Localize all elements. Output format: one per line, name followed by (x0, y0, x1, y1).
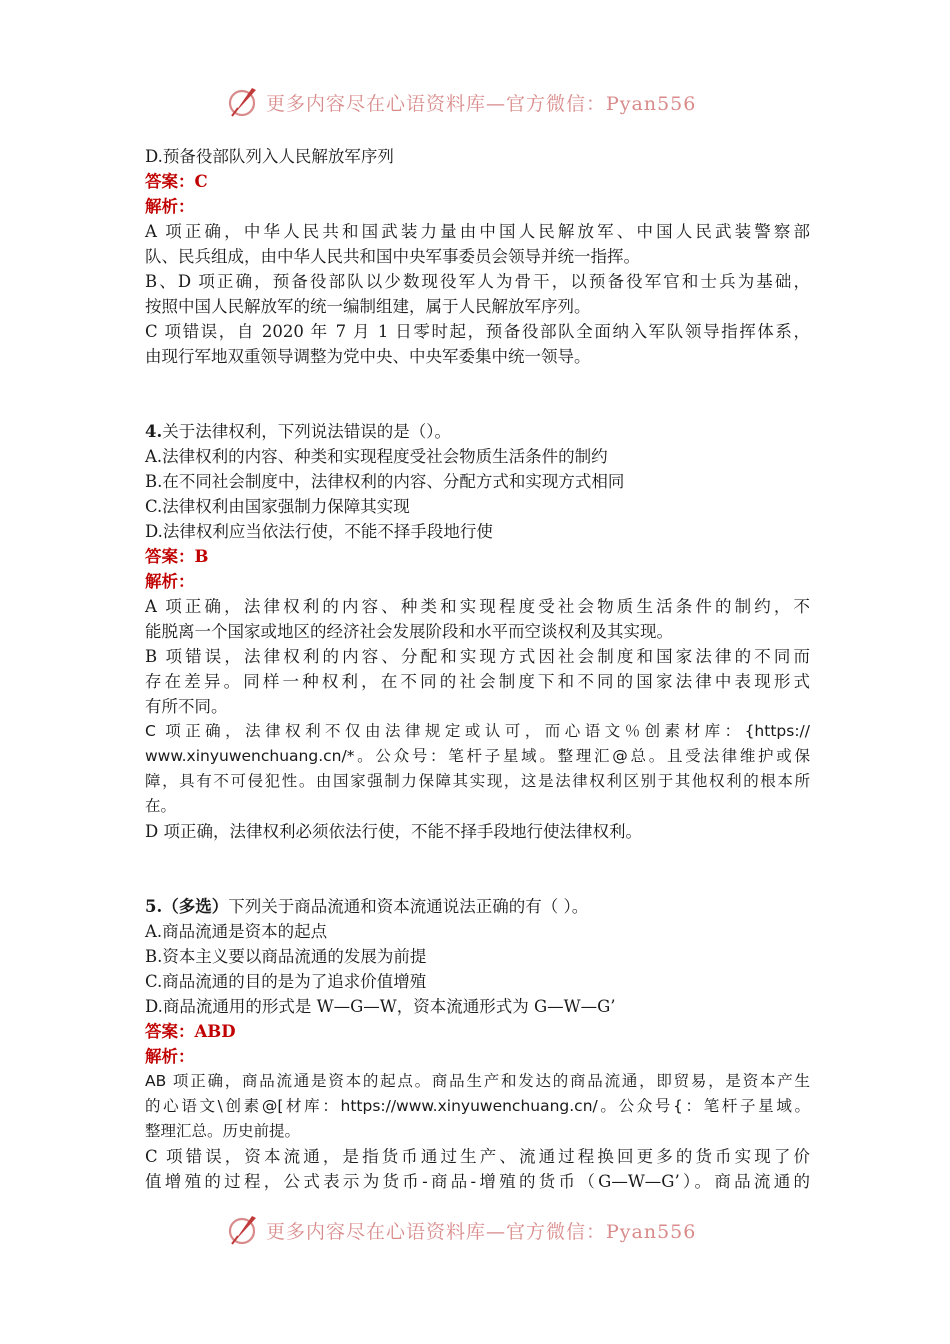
q4-answer: 答案：B (145, 547, 209, 566)
q5-answer: 答案：ABD (145, 1022, 236, 1041)
q3-analysis-line: A 项正确，中华人民共和国武装力量由中国人民解放军、中国人民武装警察部 (145, 222, 810, 241)
q5-analysis-line: 整理汇总。历史前提。 (145, 1122, 301, 1140)
q5-option: B.资本主义要以商品流通的发展为前提 (145, 947, 427, 966)
q4-analysis-line: 有所不同。 (145, 697, 228, 716)
q4-analysis-line: www.xinyuwenchuang.cn/*。公众号：笔杆子星域。整理汇@总。且受法律维护或保 (145, 747, 810, 765)
q4-analysis-line: A 项正确，法律权利的内容、种类和实现程度受社会物质生活条件的制约，不 (145, 597, 810, 616)
footer-banner (226, 1210, 726, 1250)
q4-option: B.在不同社会制度中，法律权利的内容、分配方式和实现方式相同 (145, 472, 625, 491)
banner-text: 更多内容尽在心语资料库—官方微信：Pyan556 (266, 1220, 697, 1243)
q3-answer: 答案：C (145, 172, 208, 191)
q4-analysis-label: 解析： (145, 572, 195, 591)
q5-analysis-line: AB 项正确，商品流通是资本的起点。商品生产和发达的商品流通，即贸易，是资本产生 (145, 1072, 810, 1090)
q3-analysis-line: C 项错误，自 2020 年 7 月 1 日零时起，预备役部队全面纳入军队领导指挥体系， (145, 322, 810, 341)
q3-analysis-line: 队、民兵组成，由中华人民共和国中央军事委员会领导并统一指挥。 (145, 247, 640, 266)
q4-analysis-line: 能脱离一个国家或地区的经济社会发展阶段和水平而空谈权利及其实现。 (145, 622, 673, 641)
q4-analysis-line: 在。 (145, 797, 177, 815)
q4-analysis-line: D 项正确，法律权利必须依法行使，不能不择手段地行使法律权利。 (145, 822, 642, 841)
q5-analysis-line: 的心语文\创素@[材库：https://www.xinyuwenchuang.cn/。公众号{：笔杆子星域。 (145, 1097, 810, 1115)
q5-analysis-line: C 项错误，资本流通，是指货币通过生产、流通过程换回更多的货币实现了价 (145, 1147, 810, 1166)
q4-stem: 4.关于法律权利，下列说法错误的是（）。 (145, 422, 451, 441)
q5-option: C.商品流通的目的是为了追求价值增殖 (145, 972, 427, 991)
q4-option: D.法律权利应当依法行使，不能不择手段地行使 (145, 522, 493, 541)
q3-analysis-label: 解析： (145, 197, 195, 216)
q4-analysis-line: B 项错误，法律权利的内容、分配和实现方式因社会制度和国家法律的不同而 (145, 647, 810, 666)
header-banner (226, 82, 726, 122)
q3-analysis-line: 由现行军地双重领导调整为党中央、中央军委集中统一领导。 (145, 347, 591, 366)
q4-option: A.法律权利的内容、种类和实现程度受社会物质生活条件的制约 (145, 447, 608, 466)
quill-logo-icon (226, 1212, 262, 1248)
q5-analysis-line: 值增殖的过程，公式表示为货币-商品-增殖的货币（G—W—G’）。商品流通的 (145, 1172, 810, 1191)
q3-option-d: D.预备役部队列入人民解放军序列 (145, 147, 394, 166)
q5-option: A.商品流通是资本的起点 (145, 922, 328, 941)
document-body (145, 144, 810, 1194)
q5-analysis-label: 解析： (145, 1047, 195, 1066)
q4-analysis-line: 存在差异。同样一种权利，在不同的社会制度下和不同的国家法律中表现形式 (145, 672, 810, 691)
q4-option: C.法律权利由国家强制力保障其实现 (145, 497, 410, 516)
q3-analysis-line: B、D 项正确，预备役部队以少数现役军人为骨干，以预备役军官和士兵为基础， (145, 272, 810, 291)
q3-analysis-line: 按照中国人民解放军的统一编制组建，属于人民解放军序列。 (145, 297, 591, 316)
quill-logo-icon (226, 84, 262, 120)
banner-text: 更多内容尽在心语资料库—官方微信：Pyan556 (266, 92, 697, 115)
q5-option: D.商品流通用的形式是 W—G—W，资本流通形式为 G—W—G’ (145, 997, 616, 1016)
q4-analysis-line: C 项正确，法律权利不仅由法律规定或认可，而心语文％创素材库：{https:// (145, 722, 810, 740)
q4-analysis-line: 障，具有不可侵犯性。由国家强制力保障其实现，这是法律权利区别于其他权利的根本所 (145, 772, 810, 790)
q5-stem: 5.（多选）下列关于商品流通和资本流通说法正确的有（ ）。 (145, 897, 589, 916)
